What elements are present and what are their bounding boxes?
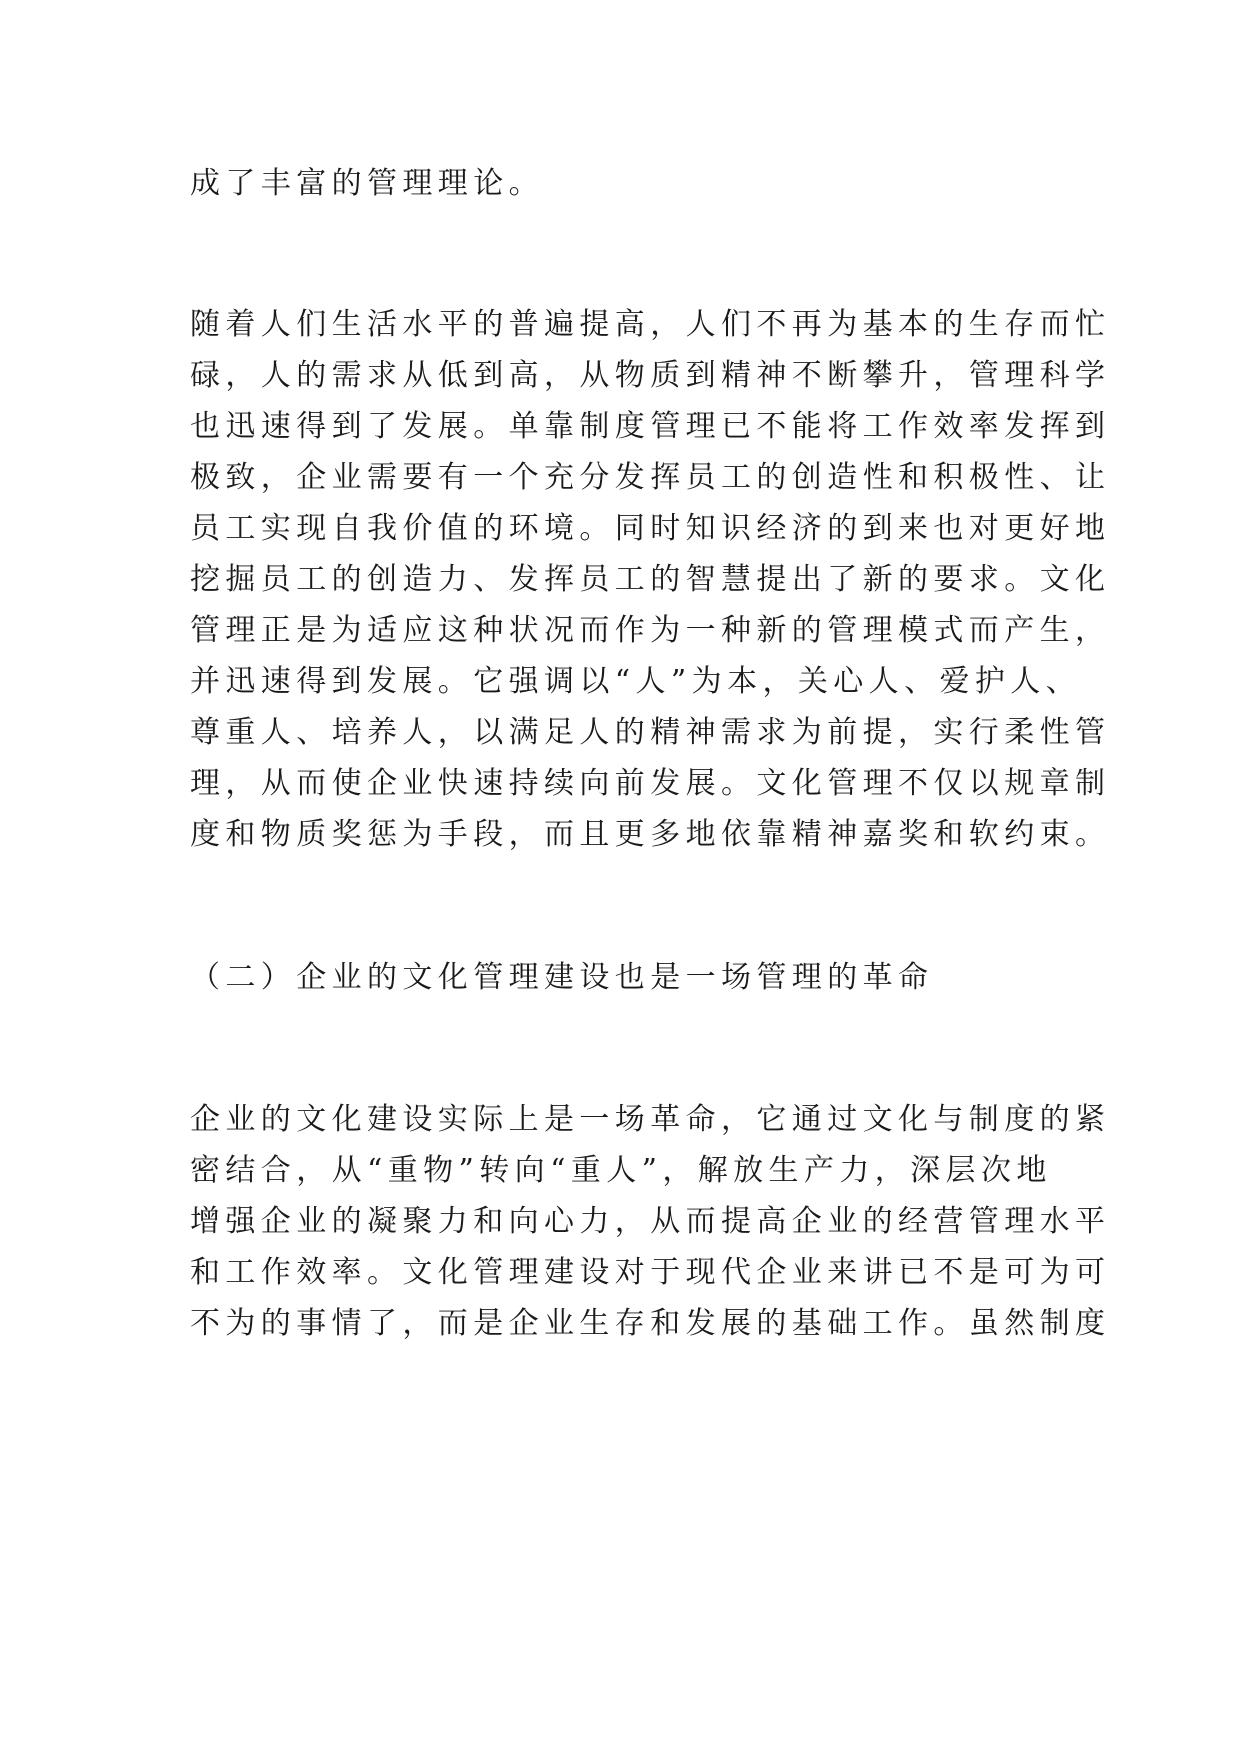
paragraph-2-line-5: 员工实现自我价值的环境。同时知识经济的到来也对更好地 (190, 511, 1111, 546)
paragraph-1-line-1: 成了丰富的管理理论。 (190, 166, 544, 201)
paragraph-3-line-3: 增强企业的凝聚力和向心力，从而提高企业的经营管理水平 (190, 1204, 1111, 1239)
paragraph-2-line-3: 也迅速得到了发展。单靠制度管理已不能将工作效率发挥到 (190, 409, 1111, 444)
paragraph-2-line-2: 碌，人的需求从低到高，从物质到精神不断攀升，管理科学 (190, 358, 1111, 393)
paragraph-2-line-7: 管理正是为适应这种状况而作为一种新的管理模式而产生， (190, 613, 1111, 648)
paragraph-2-line-8: 并迅速得到发展。它强调以“人”为本，关心人、爱护人、 (190, 664, 1082, 699)
paragraph-2-line-4: 极致，企业需要有一个充分发挥员工的创造性和积极性、让 (190, 460, 1111, 495)
paragraph-3-line-4: 和工作效率。文化管理建设对于现代企业来讲已不是可为可 (190, 1255, 1111, 1290)
paragraph-2-line-1: 随着人们生活水平的普遍提高，人们不再为基本的生存而忙 (190, 307, 1111, 342)
paragraph-3-line-1: 企业的文化建设实际上是一场革命，它通过文化与制度的紧 (190, 1102, 1111, 1137)
paragraph-2-line-6: 挖掘员工的创造力、发挥员工的智慧提出了新的要求。文化 (190, 562, 1111, 597)
paragraph-2-line-11: 度和物质奖惩为手段，而且更多地依靠精神嘉奖和软约束。 (190, 817, 1111, 852)
paragraph-2-line-10: 理，从而使企业快速持续向前发展。文化管理不仅以规章制 (190, 766, 1111, 801)
paragraph-2-line-9: 尊重人、培养人，以满足人的精神需求为前提，实行柔性管 (190, 715, 1111, 750)
paragraph-3-line-5: 不为的事情了，而是企业生存和发展的基础工作。虽然制度 (190, 1306, 1111, 1341)
paragraph-3-line-2: 密结合，从“重物”转向“重人”，解放生产力，深层次地 (190, 1153, 1052, 1188)
section-heading: （二）企业的文化管理建设也是一场管理的革命 (190, 960, 934, 995)
